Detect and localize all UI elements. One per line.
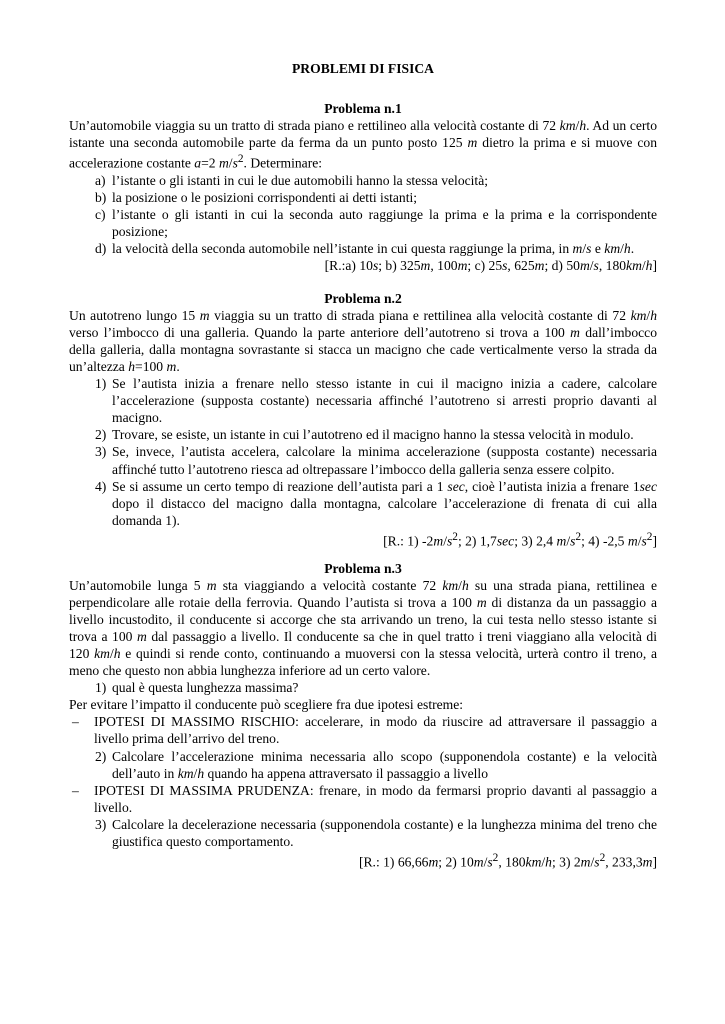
list-item [69,443,657,477]
problem-2 [69,290,657,550]
list-item-text: la posizione o le posizioni corrispondenti ai detti istanti; [112,190,418,206]
list-marker: 3) [95,444,107,460]
spacer [69,550,657,560]
list-item [69,426,657,443]
problem-1-answer: [R.:a) 10s; b) 325m, 100m; c) 25s, 625m; d) 50m/s, 180km/h] [324,258,657,274]
list-marker: – [72,714,79,730]
problem-3-option-2 [69,782,657,816]
list-item [69,782,657,816]
list-marker: a) [95,173,106,188]
problem-3-option-1 [69,713,657,747]
list-item-text: l’istante o gli istanti in cui le due automobili hanno la stessa velocità; [112,173,489,188]
problem-3-choice-intro: Per evitare l’impatto il conducente può scegliere fra due ipotesi estreme: [69,697,464,713]
list-item-text: Se si assume un certo tempo di reazione dell’autista pari a 1 sec, cioè l’autista inizia a frenare 1sec dopo il distacco del macigno dalla montagna, calcolare l’accelerazione di frenata di cui alla domanda 1). [112,478,657,528]
list-marker: 3) [95,816,107,832]
list-marker: c) [95,207,106,223]
list-item-text: Se, invece, l’autista accelera, calcolare la minima accelerazione (supposta costante) necessaria affinché tutto l’autotreno riesca ad oltrepassare l’imbocco della galleria senza essere colpito. [112,444,657,477]
problem-2-answer: [R.: 1) $-2m/s^2$; 2) 1,7sec; 3) 2,4 $m/s^2$; 4) -2,5 $m/s^2$] [383,530,657,549]
list-item-text: Se l’autista inizia a frenare nello stesso istante in cui il macigno inizia a cadere, calcolare l’accelerazione (supposta costante) necessaria affinché l’autotreno si arresti proprio davanti al macigno. [112,376,657,426]
list-item-text: IPOTESI DI MASSIMA PRUDENZA: frenare, in modo da fermarsi proprio davanti al passaggio a livello. [94,782,657,815]
list-marker: 1) [95,680,107,696]
list-item [69,240,657,257]
problem-3 [69,560,657,871]
list-item [69,816,657,850]
document-page [69,60,657,871]
problem-2-text: Un autotreno lungo 15 m viaggia su un tratto di strada piana e rettilinea alla velocità costante di 72 km/h verso l’imbocco di una galleria. Quando la parte anteriore dell’autotreno si trova a 100 m dall’imbocco della galleria, dalla montagna sovrastante si stacca un macigno che cade verticalmente verso la strada da un’altezza h=100 m. [69,307,657,374]
list-item-text: Calcolare la decelerazione necessaria (supponendola costante) e la lunghezza minima del treno che giustifica questo comportamento. [112,816,657,849]
problem-3-answer: [R.: 1) 66,66m; 2) $10m/s^2$, 180km/h; 3) $2m/s^2$, 233,3m] [358,852,657,870]
list-item [69,375,657,426]
list-item-text: IPOTESI DI MASSIMO RISCHIO: accelerare, in modo da riuscire ad attraversare il passaggio a livello prima dell’arrivo del treno. [94,714,657,747]
list-item-text: Trovare, se esiste, un istante in cui l’autotreno ed il macigno hanno la stessa velocità in modulo. [112,427,634,443]
problem-3-question-3 [69,816,657,850]
problem-3-question-1 [69,679,657,696]
list-item-text: l’istante o gli istanti in cui la seconda auto raggiunge la prima e la prima e la corrispondente posizione; [112,207,657,240]
problem-3-text: Un’automobile lunga 5 m sta viaggiando a velocità costante 72 km/h su una strada piana, rettilinea e perpendicolare alle rotaie della ferrovia. Quando l’autista si trova a 100 m di distanza da un passaggio a livello incustodito, il conducente si accorge che sta arrivando un treno, la cui testa nello stesso istante si trova a 100 m dal passaggio a livello. Il conducente sa che in quel tratto i treni viaggiano alla velocità di 120 km/h e quindi si rende conto, continuando a muoversi con la stessa velocità, urterà contro il treno, a meno che questo non abbia lunghezza inferiore ad un certo valore. [69,577,657,679]
problem-1 [69,100,657,274]
list-marker: 2) [95,427,107,443]
list-item-text: qual è questa lunghezza massima? [112,680,299,696]
list-marker: b) [95,190,107,206]
spacer [69,275,657,290]
list-marker: 2) [95,748,107,764]
list-marker: 1) [95,376,107,392]
problem-2-questions [69,375,657,529]
list-item [69,713,657,747]
list-marker: – [72,782,79,798]
list-item-text: Calcolare l’accelerazione minima necessaria allo scopo (supponendola costante) e la velocità dell’auto in km/h quando ha appena attraversato il passaggio a livello [112,748,657,781]
list-marker: d) [95,241,107,257]
document-title: PROBLEMI DI FISICA [292,61,434,76]
problem-3-question-2 [69,748,657,782]
problem-3-heading: Problema n.3 [324,560,402,576]
problem-1-heading: Problema n.1 [324,101,402,117]
problem-1-text: Un’automobile viaggia su un tratto di strada piano e rettilineo alla velocità costante di 72 km/h. Ad un certo istante una seconda automobile parte da ferma da un punto posto 125 m dietro la prima e si muove con accelerazione costante a=2 $m/s^2$. Determinare: [69,118,657,171]
problem-2-heading: Problema n.2 [324,290,402,306]
list-item [69,189,657,206]
list-item [69,206,657,240]
list-item-text: la velocità della seconda automobile nell’istante in cui questa raggiunge la prima, in m/s e km/h. [112,241,635,257]
list-marker: 4) [95,478,107,494]
problem-1-questions [69,172,657,257]
list-item [69,748,657,782]
list-item [69,478,657,529]
list-item [69,172,657,189]
list-item [69,679,657,696]
